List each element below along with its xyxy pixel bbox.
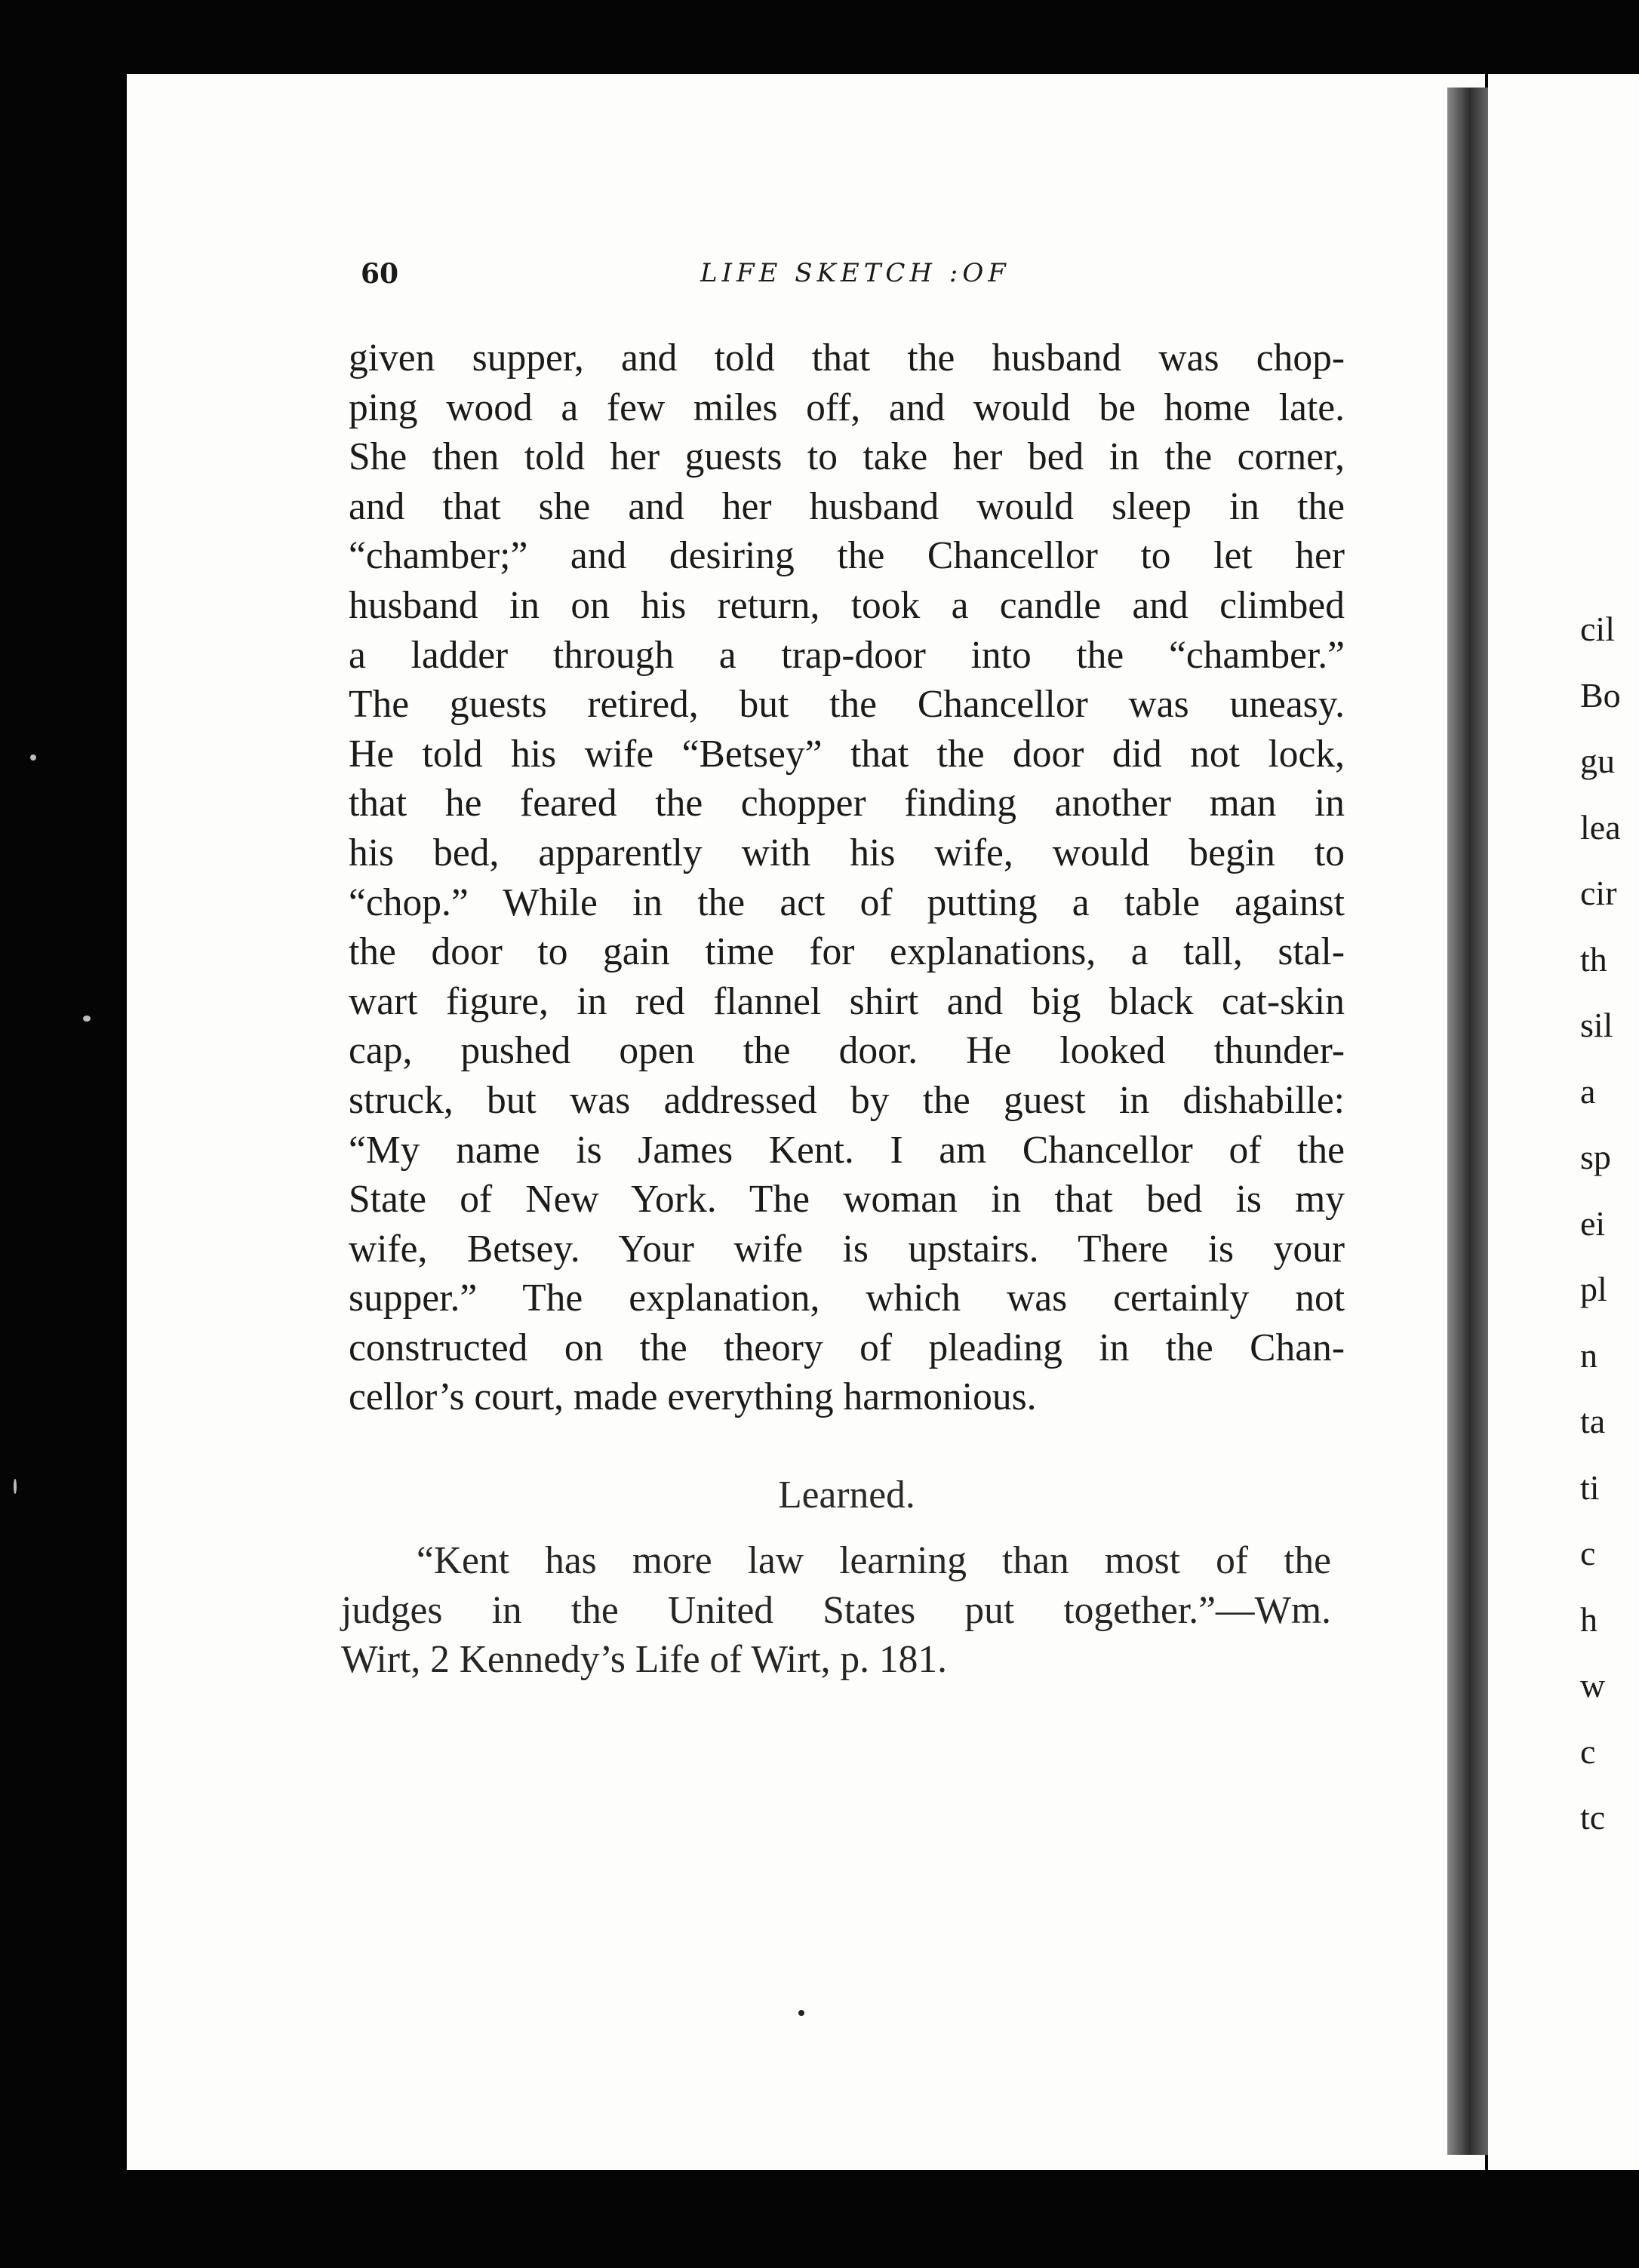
book-gutter: [1447, 88, 1488, 2155]
facing-page-text-fragments: cil Bo gu lea cir th sil a sp ei pl n ta ti c h w c tc: [1580, 610, 1621, 1836]
text-line: husband in on his return, took a candle and climbed: [349, 583, 1345, 627]
quotation-block: [341, 1536, 1331, 1685]
quote-line: judges in the United States put together.”—Wm.: [341, 1588, 1331, 1632]
text-line: supper.” The explanation, which was certainly not: [349, 1277, 1345, 1320]
quote-line: Wirt, 2 Kennedy’s Life of Wirt, p. 181.: [341, 1638, 948, 1682]
scan-speck: [14, 1479, 17, 1494]
text-line: and that she and her husband would sleep in the: [349, 484, 1345, 528]
text-line: the door to gain time for explanations, a tall, stal-: [349, 930, 1345, 974]
page-number: 60: [361, 258, 399, 290]
quote-line: “Kent has more law learning than most of the: [417, 1539, 1331, 1582]
running-title: LIFE SKETCH :OF: [700, 258, 1010, 288]
body-paragraph: [349, 333, 1345, 1422]
text-line: constructed on the theory of pleading in the Chan-: [349, 1326, 1345, 1369]
scan-speck: [30, 754, 36, 761]
section-heading: Learned.: [778, 1474, 915, 1517]
text-line: a ladder through a trap-door into the “chamber.”: [349, 633, 1345, 677]
text-line: He told his wife “Betsey” that the door did not lock,: [349, 732, 1345, 776]
text-line: ping wood a few miles off, and would be home late.: [349, 386, 1345, 429]
text-line: struck, but was addressed by the guest in dishabille:: [349, 1078, 1345, 1122]
text-line: She then told her guests to take her bed in the corner,: [349, 435, 1345, 479]
page-dot-mark: [798, 2010, 804, 2016]
text-line: “chamber;” and desiring the Chancellor to let her: [349, 534, 1345, 578]
text-line: wife, Betsey. Your wife is upstairs. There is your: [349, 1227, 1345, 1271]
text-line: cap, pushed open the door. He looked thunder-: [349, 1029, 1345, 1073]
text-line: “chop.” While in the act of putting a table against: [349, 880, 1345, 924]
text-line: that he feared the chopper finding another man in: [349, 782, 1345, 825]
text-line: cellor’s court, made everything harmonious.: [349, 1375, 1037, 1419]
text-line: “My name is James Kent. I am Chancellor of the: [349, 1128, 1345, 1172]
text-line: given supper, and told that the husband was chop-: [349, 337, 1345, 380]
text-line: The guests retired, but the Chancellor was uneasy.: [349, 683, 1345, 727]
scan-speck: [83, 1016, 91, 1022]
text-line: wart figure, in red flannel shirt and big black cat-skin: [349, 979, 1345, 1023]
text-line: State of New York. The woman in that bed is my: [349, 1178, 1345, 1222]
text-line: his bed, apparently with his wife, would begin to: [349, 831, 1345, 874]
running-head: [361, 258, 1342, 303]
